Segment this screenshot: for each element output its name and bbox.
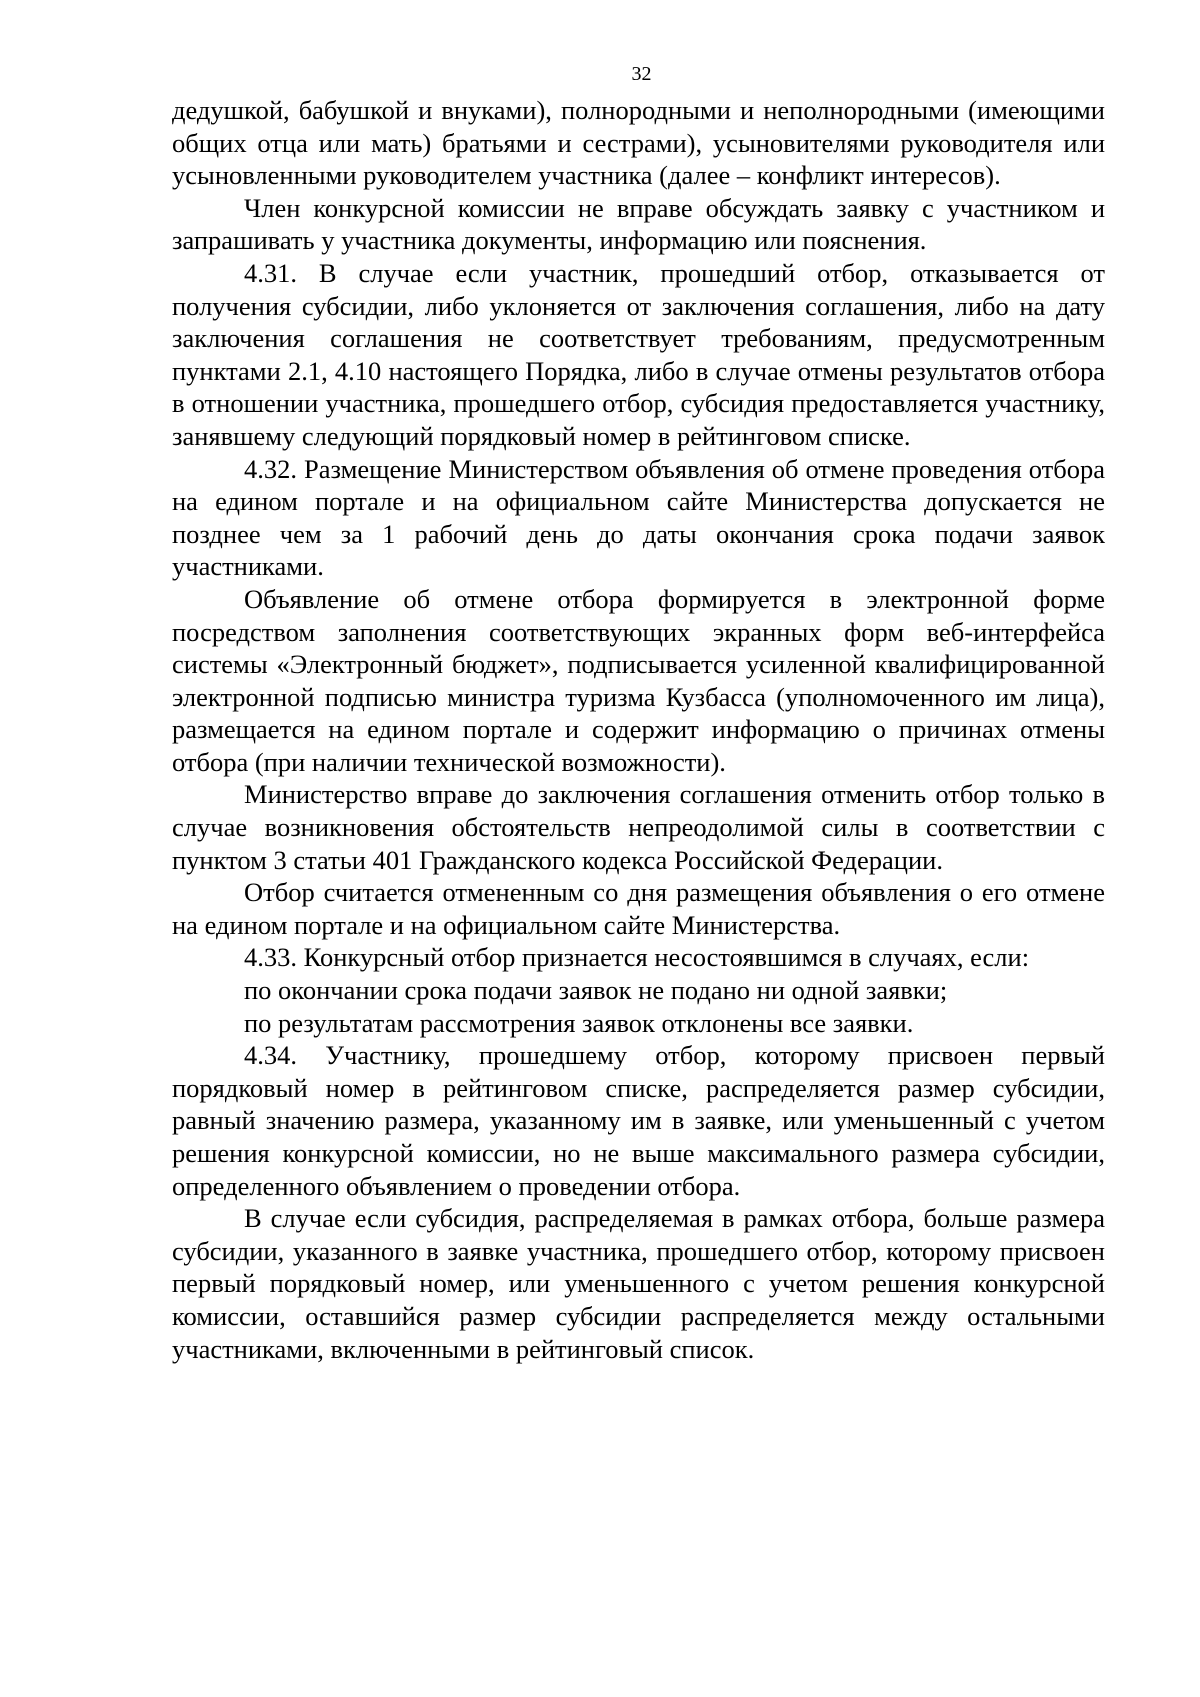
- paragraph-continuation: дедушкой, бабушкой и внуками), полнородными и неполнородными (имеющими общих отца или мать) братьями и сестрами), усыновителями руководителя или усыновленными руководителем участника (далее – конфликт интересов).: [172, 95, 1105, 191]
- document-body: [172, 94, 1105, 1365]
- paragraph-selection-cancelled: Отбор считается отмененным со дня размещения объявления о его отмене на едином портале и на официальном сайте Министерства.: [172, 877, 1105, 940]
- list-item-all-rejected: по результатам рассмотрения заявок отклонены все заявки.: [244, 1007, 914, 1038]
- paragraph-4-31: 4.31. В случае если участник, прошедший отбор, отказывается от получения субсидии, либо уклоняется от заключения соглашения, либо на дату заключения соглашения не соответствует требованиям, предусмотренным пунктами 2.1, 4.10 настоящего Порядка, либо в случае отмены результатов отбора в отношении участника, прошедшего отбор, субсидия предоставляется участнику, занявшему следующий порядковый номер в рейтинговом списке.: [172, 257, 1105, 451]
- paragraph-ministry-right: Министерство вправе до заключения соглашения отменить отбор только в случае возникновения обстоятельств непреодолимой силы в соответствии с пунктом 3 статьи 401 Гражданского кодекса Российской Федерации.: [172, 779, 1105, 875]
- paragraph-4-32: 4.32. Размещение Министерством объявления об отмене проведения отбора на едином портале и на официальном сайте Министерства допускается не позднее чем за 1 рабочий день до даты окончания срока подачи заявок участниками.: [172, 453, 1105, 582]
- list-item-no-applications: по окончании срока подачи заявок не подано ни одной заявки;: [244, 975, 948, 1006]
- paragraph-4-34: 4.34. Участнику, прошедшему отбор, которому присвоен первый порядковый номер в рейтинговом списке, распределяется размер субсидии, равный значению размера, указанному им в заявке, или уменьшенный с учетом решения конкурсной комиссии, но не выше максимального размера субсидии, определенного объявлением о проведении отбора.: [172, 1040, 1105, 1201]
- paragraph-cancellation-announcement: Объявление об отмене отбора формируется в электронной форме посредством заполнения соответствующих экранных форм веб-интерфейса системы «Электронный бюджет», подписывается усиленной квалифицированной электронной подписью министра туризма Кузбасса (уполномоченного им лица), размещается на едином портале и содержит информацию о причинах отмены отбора (при наличии технической возможности).: [172, 583, 1105, 777]
- paragraph-4-33: 4.33. Конкурсный отбор признается несостоявшимся в случаях, если:: [244, 942, 1030, 973]
- page-number: 32: [631, 63, 652, 85]
- paragraph-commission-member: Член конкурсной комиссии не вправе обсуждать заявку с участником и запрашивать у участника документы, информацию или пояснения.: [172, 192, 1105, 256]
- paragraph-remaining-subsidy: В случае если субсидия, распределяемая в рамках отбора, больше размера субсидии, указанного в заявке участника, прошедшего отбор, которому присвоен первый порядковый номер, или уменьшенного с учетом решения конкурсной комиссии, оставшийся размер субсидии распределяется между остальными участниками, включенными в рейтинговый список.: [172, 1203, 1105, 1364]
